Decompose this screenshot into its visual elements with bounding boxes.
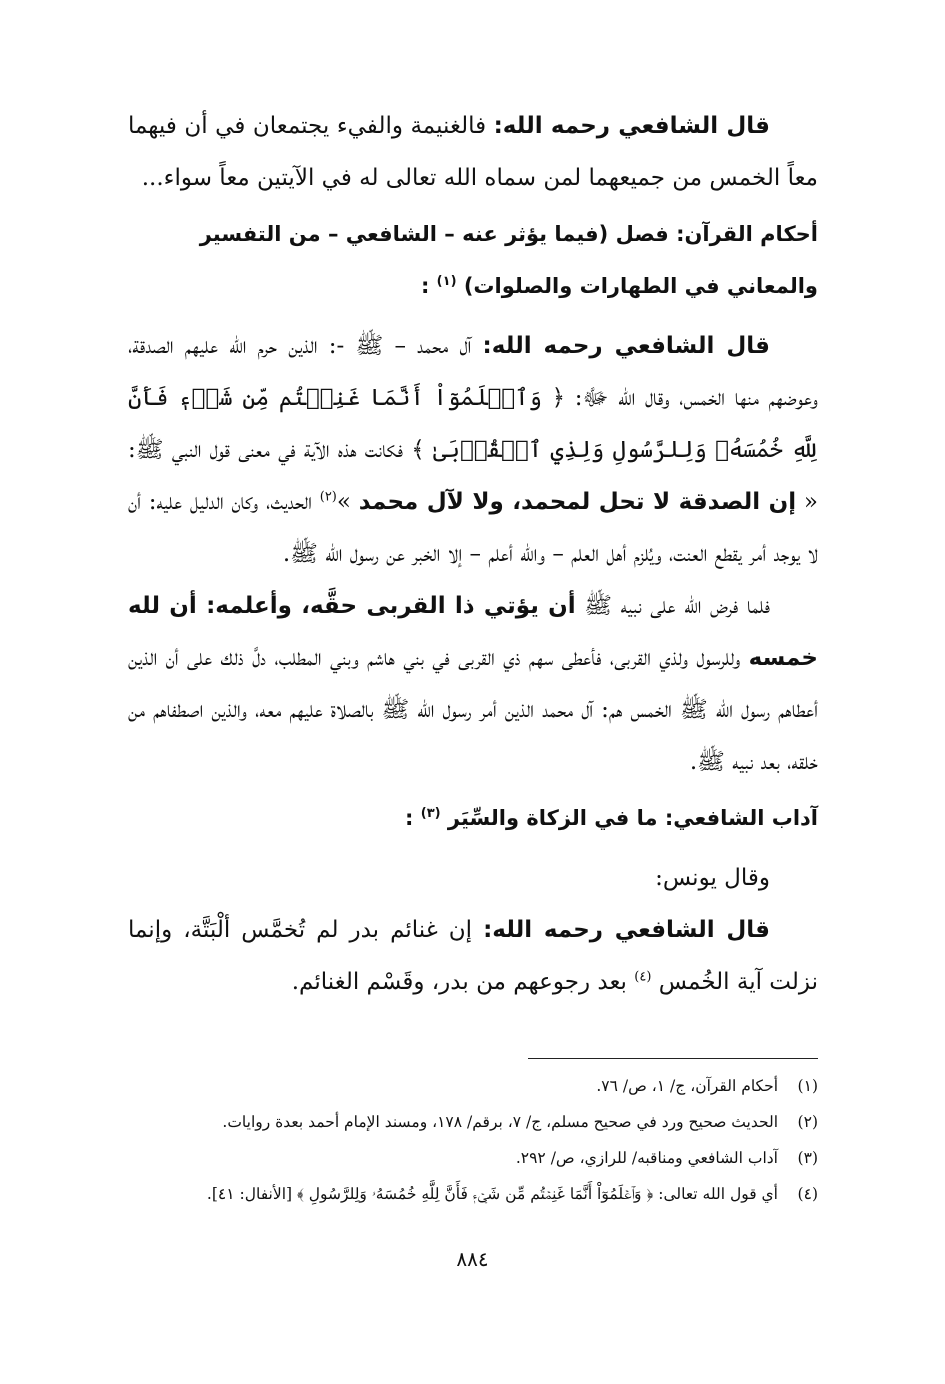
speaker-label: قال الشافعي رحمه الله:: [482, 333, 770, 359]
footnote-ref-1[interactable]: (١): [436, 274, 457, 289]
speaker-label: قال الشافعي رحمه الله:: [483, 917, 770, 943]
section-heading-1: [128, 208, 818, 312]
footnote-ref-4[interactable]: (٤): [634, 969, 652, 985]
footnote-text: أحكام القرآن، ج/ ١، ص/ ٧٦.: [596, 1077, 778, 1095]
heading-text: أحكام القرآن: فصل (فيما يؤثر عنه – الشافعي – من التفسير والمعاني في الطهارات والصلوات): [199, 222, 818, 298]
footnote-divider: [528, 1058, 818, 1059]
footnotes: [128, 1068, 818, 1212]
paragraph-text: فلما فرض الله على نبيه ﷺ: [575, 593, 770, 619]
footnote-item: [128, 1104, 818, 1140]
speaker-label: قال الشافعي رحمه الله:: [493, 113, 770, 139]
footnote-item: [128, 1140, 818, 1176]
paragraph-text: فالغنيمة والفيء يجتمعان في أن فيهما معاً الخمس من جميعهما لمن سماه الله تعالى له في الآيتين معاً سواء...: [128, 113, 818, 191]
paragraph-text: الحديث، وكان الدليل عليه: أن لا يوجد أمر يقطع العنت، ويُلزم أهل العلم – والله أعلم – إلا الخبر عن رسول الله ﷺ.: [128, 489, 818, 567]
paragraph-5: [128, 904, 818, 1008]
heading-colon: :: [405, 806, 414, 830]
paragraph-text: وقال يونس:: [655, 865, 770, 891]
section-heading-2: [128, 792, 818, 844]
hadith-text: إن الصدقة لا تحل لمحمد، ولا لآل محمد: [358, 489, 797, 515]
paragraph-text: فكانت هذه الآية في معنى قول النبي ﷺ: «: [128, 437, 819, 515]
footnote-text: الحديث صحيح ورد في صحيح مسلم، ج/ ٧، برقم/ ١٧٨، ومسند الإمام أحمد بعدة روايات.: [222, 1113, 778, 1131]
footnote-number: (٢): [797, 1113, 818, 1131]
paragraph-text: وللرسول ولذي القربى، فأعطى سهم ذي القربى في بني هاشم وبني المطلب، دلَّ ذلك على أن الذين أعطاهم رسول الله ﷺ الخمس هم: آل محمد الذين أمر رسول الله ﷺ بالصلاة عليهم معه، والذين اصطفاهم من خلقه، بعد نبيه ﷺ.: [128, 645, 818, 775]
footnote-item: [128, 1068, 818, 1104]
paragraph-text: إن غنائم بدر لم تُخمَّس ألْبَتَّة، وإنما نزلت آية الخُمس: [128, 917, 818, 995]
page-number: ٨٨٤: [456, 1247, 489, 1271]
paragraph-3: [128, 580, 818, 788]
footnote-ref-2[interactable]: (٢): [319, 489, 337, 505]
footnote-number: (٤): [797, 1185, 818, 1203]
footnote-text: آداب الشافعي ومناقبه/ للرازي، ص/ ٢٩٢.: [515, 1149, 778, 1167]
footnote-ref-3[interactable]: (٣): [420, 806, 441, 821]
quran-verse: ﴿ وَٱعۡلَمُوٓاْ أَنَّمَا غَنِمۡتُم مِّن شَيۡءٖ فَأَنَّ لِلَّهِ خُمُسَهُۥ وَلِلرَّسُولِ وَلِذِي ٱلۡقُرۡبَىٰ ﴾: [128, 385, 818, 463]
heading-colon: :: [420, 274, 430, 298]
footnote-item: [128, 1176, 818, 1212]
footnote-number: (٣): [797, 1149, 818, 1167]
footnote-number: (١): [797, 1077, 818, 1095]
emphasis-text: أن يؤتي ذا القربى حقَّه، وأعلمه: أن لله خمسه: [128, 593, 818, 671]
footnote-text: أي قول الله تعالى: ﴿ وَٱعۡلَمُوٓاْ أَنَّمَا غَنِمۡتُم مِّن شَيۡءٖ فَأَنَّ لِلَّهِ خُمُسَهُۥ وَلِلرَّسُولِ ﴾ [الأنفال: ٤١].: [206, 1185, 778, 1203]
main-text: [128, 100, 818, 1008]
paragraph-4: [128, 852, 818, 904]
paragraph-text: »: [336, 489, 359, 515]
heading-text: آداب الشافعي: ما في الزكاة والسِّيَر: [447, 806, 818, 830]
paragraph-text: آل محمد – ﷺ -: الذين حرم الله عليهم الصدقة، وعوضهم منها الخمس، وقال الله ﷻ:: [128, 333, 818, 411]
paragraph-2: [128, 320, 818, 580]
paragraph-1: [128, 100, 818, 204]
paragraph-text: بعد رجوعهم من بدر، وقَسْم الغنائم.: [291, 969, 635, 995]
